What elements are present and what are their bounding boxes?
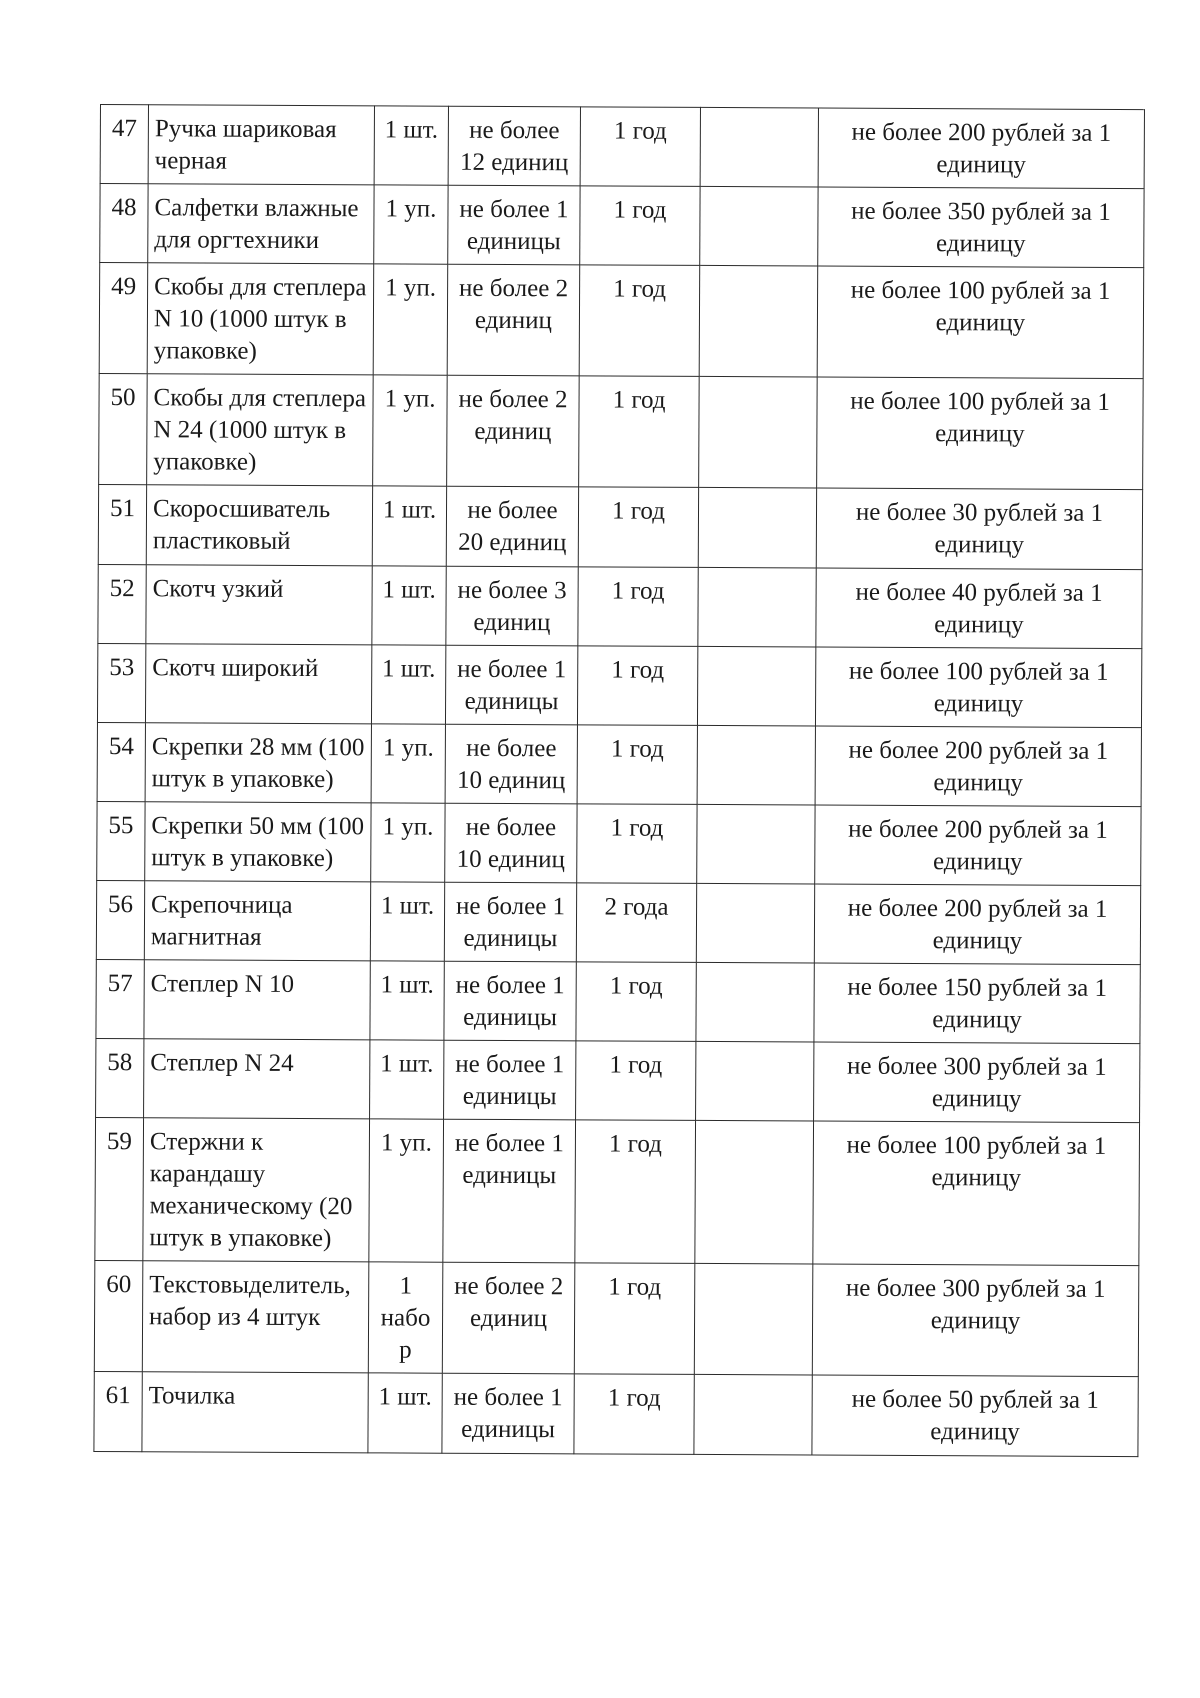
unit-cell <box>374 106 448 185</box>
unit: 1 уп. <box>384 385 436 413</box>
table-row <box>94 1371 1138 1456</box>
unit: 1 уп. <box>380 1129 432 1157</box>
unit: 1 шт. <box>382 655 436 683</box>
extra <box>705 576 810 577</box>
empty-cell <box>696 883 814 963</box>
unit-cell <box>371 803 445 882</box>
row-number-cell <box>98 564 146 643</box>
term: 1 год <box>608 1130 662 1158</box>
empty-cell <box>699 265 818 377</box>
empty-cell <box>694 1263 813 1375</box>
unit-cell <box>368 1262 443 1373</box>
term-cell <box>577 725 697 805</box>
price-cell <box>815 647 1141 728</box>
empty-cell <box>696 962 814 1042</box>
term-cell <box>577 646 697 726</box>
extra <box>702 1050 807 1051</box>
unit: 1 шт. <box>382 576 436 604</box>
term: 1 год <box>612 386 666 414</box>
term-cell <box>574 1263 695 1375</box>
quantity-cell <box>447 375 580 487</box>
unit: 1 шт. <box>382 496 437 524</box>
price: не более 300 рублей за 1 единицу <box>846 1052 1107 1113</box>
item-name-cell <box>144 1039 370 1119</box>
table-row <box>97 801 1141 885</box>
item-name-cell <box>145 644 371 724</box>
item-name: Скрепки 28 мм (100 штук в упаковке) <box>151 733 365 794</box>
unit: 1 шт. <box>378 1383 432 1411</box>
quantity-cell <box>446 566 578 646</box>
term-cell <box>578 487 698 568</box>
quantity-cell <box>445 724 577 804</box>
extra <box>704 813 809 814</box>
row-number-cell <box>96 1038 144 1117</box>
quantity-cell <box>447 264 580 376</box>
term-cell <box>576 1041 696 1121</box>
item-name-cell <box>142 1372 368 1453</box>
row-number: 61 <box>105 1382 131 1410</box>
unit: 1 шт. <box>380 1050 434 1078</box>
item-name-cell <box>147 374 374 486</box>
row-number: 51 <box>109 495 136 523</box>
term: 1 год <box>611 656 665 684</box>
term: 1 год <box>613 275 667 303</box>
unit: 1 шт. <box>384 116 439 144</box>
row-number: 58 <box>107 1049 133 1077</box>
extra <box>704 655 809 656</box>
empty-cell <box>697 725 815 805</box>
extra <box>703 971 808 972</box>
term-cell <box>576 962 696 1042</box>
price-cell <box>815 726 1141 807</box>
quantity-cell <box>446 486 578 567</box>
unit: 1 шт. <box>380 971 434 999</box>
quantity-cell <box>444 961 576 1041</box>
empty-cell <box>698 487 816 568</box>
quantity: не более 1 единицы <box>453 1383 563 1444</box>
price-cell <box>814 1042 1140 1123</box>
row-number-cell <box>96 880 144 959</box>
term: 1 год <box>611 577 665 605</box>
table-row <box>99 263 1144 379</box>
extra <box>701 1383 806 1384</box>
item-name: Стержни к карандашу механическому (20 штук в упаковке) <box>149 1128 353 1253</box>
empty-cell <box>700 186 818 266</box>
quantity-cell <box>445 645 577 725</box>
price-cell <box>816 488 1142 570</box>
row-number: 60 <box>106 1271 132 1299</box>
row-number-cell <box>97 801 145 880</box>
term: 1 год <box>611 497 666 525</box>
term: 1 год <box>610 814 664 842</box>
unit-cell <box>369 1119 444 1262</box>
empty-cell <box>700 107 818 187</box>
item-name: Скоросшиватель пластиковый <box>152 495 331 555</box>
unit: 1 шт. <box>380 892 435 920</box>
unit-cell <box>368 1373 442 1453</box>
unit: 1 уп. <box>385 274 437 302</box>
empty-cell <box>699 376 818 488</box>
unit-cell <box>370 882 444 961</box>
unit-cell <box>373 375 448 486</box>
quantity: не более 1 единицы <box>455 1050 565 1111</box>
term-cell <box>580 186 700 266</box>
unit-cell <box>374 185 448 264</box>
price-cell <box>812 1264 1139 1377</box>
price-cell <box>812 1375 1138 1457</box>
quantity: не более 2 единиц <box>459 274 569 335</box>
quantity: не более 1 единицы <box>457 655 567 716</box>
document-page <box>93 104 1144 1457</box>
empty-cell <box>694 1374 812 1455</box>
item-name-cell <box>148 105 374 185</box>
table-row <box>96 1038 1140 1122</box>
item-name: Скобы для степлера N 10 (1000 штук в упаковке) <box>153 273 367 365</box>
table-row <box>96 959 1140 1043</box>
term-cell <box>574 1374 694 1455</box>
row-number-cell <box>97 643 145 722</box>
item-name-cell <box>142 1261 369 1373</box>
term-cell <box>577 804 697 884</box>
term-cell <box>580 107 700 187</box>
row-number: 56 <box>108 891 134 919</box>
term-cell <box>579 376 700 488</box>
table-row <box>97 722 1141 806</box>
row-number: 55 <box>108 812 134 840</box>
unit-cell <box>373 264 448 375</box>
quantity: не более 1 единицы <box>454 1129 565 1190</box>
quantity: не более 1 единицы <box>455 971 565 1032</box>
extra <box>705 496 810 497</box>
empty-cell <box>698 567 816 647</box>
row-number-cell <box>96 959 144 1038</box>
row-number: 47 <box>111 115 137 143</box>
item-name-cell <box>147 263 374 375</box>
price-cell <box>814 963 1140 1044</box>
term: 1 год <box>613 196 667 224</box>
item-name-cell <box>145 723 371 803</box>
unit-cell <box>371 645 445 724</box>
price-cell <box>813 1121 1140 1266</box>
unit-cell <box>372 486 446 566</box>
supplies-table <box>93 104 1145 1457</box>
row-number-cell <box>95 1117 144 1260</box>
extra <box>702 1129 807 1130</box>
term: 1 год <box>610 735 664 763</box>
price: не более 100 рублей за 1 единицу <box>850 387 1110 448</box>
row-number: 49 <box>111 273 137 301</box>
item-name: Текстовыделитель, набор из 4 штук <box>149 1271 351 1332</box>
term-cell <box>578 567 698 647</box>
table-row <box>98 564 1142 648</box>
extra <box>704 734 809 735</box>
price-cell <box>818 187 1144 268</box>
row-number: 50 <box>110 384 136 412</box>
term-cell <box>576 883 696 963</box>
table-row <box>97 643 1141 727</box>
empty-cell <box>695 1120 814 1264</box>
table-row <box>100 184 1144 268</box>
price-cell <box>817 266 1144 379</box>
quantity-cell <box>444 1040 576 1120</box>
quantity: не более 12 единиц <box>460 116 569 177</box>
item-name-cell <box>144 881 370 961</box>
quantity: не более 2 единиц <box>458 385 568 446</box>
price: не более 100 рублей за 1 единицу <box>846 1131 1107 1192</box>
price: не более 300 рублей за 1 единицу <box>845 1274 1106 1335</box>
quantity: не более 2 единиц <box>454 1272 564 1333</box>
price: не более 100 рублей за 1 единицу <box>850 276 1111 337</box>
price-cell <box>818 108 1144 189</box>
quantity-cell <box>445 803 577 883</box>
quantity-cell <box>442 1373 574 1454</box>
unit-cell <box>371 724 445 803</box>
row-number: 57 <box>107 970 133 998</box>
row-number-cell <box>94 1371 142 1451</box>
table-row <box>99 373 1144 489</box>
item-name: Скрепки 50 мм (100 штук в упаковке) <box>151 812 365 873</box>
extra <box>706 274 811 275</box>
quantity: не более 20 единиц <box>458 496 567 557</box>
row-number-cell <box>100 105 148 184</box>
row-number: 53 <box>109 654 135 682</box>
quantity: не более 3 единиц <box>457 576 567 637</box>
term: 1 год <box>609 972 663 1000</box>
price: не более 350 рублей за 1 единицу <box>851 197 1111 258</box>
quantity: не более 10 единиц <box>456 813 566 874</box>
price-cell <box>814 884 1140 965</box>
term: 1 год <box>607 1384 661 1412</box>
row-number: 52 <box>109 575 135 603</box>
price: не более 150 рублей за 1 единицу <box>847 973 1108 1034</box>
extra <box>707 195 812 196</box>
term-cell <box>579 265 700 377</box>
item-name: Скотч узкий <box>152 575 284 603</box>
term: 1 год <box>608 1273 662 1301</box>
row-number: 48 <box>111 194 137 222</box>
unit: 1 набо р <box>380 1272 431 1364</box>
row-number: 54 <box>108 733 134 761</box>
quantity-cell <box>448 106 580 186</box>
extra <box>703 892 808 893</box>
unit-cell <box>372 566 446 645</box>
price: не более 100 рублей за 1 единицу <box>848 657 1109 718</box>
term-cell <box>575 1120 696 1264</box>
quantity: не более 10 единиц <box>456 734 566 795</box>
row-number-cell <box>99 373 148 484</box>
price: не более 200 рублей за 1 единицу <box>848 815 1108 876</box>
empty-cell <box>696 1041 814 1121</box>
table-row <box>96 880 1140 964</box>
price: не более 40 рублей за 1 единицу <box>855 578 1103 639</box>
item-name-cell <box>143 1118 370 1262</box>
quantity: не более 1 единицы <box>455 892 566 953</box>
table-row <box>98 484 1142 569</box>
empty-cell <box>697 804 815 884</box>
item-name: Точилка <box>148 1382 236 1410</box>
row-number-cell <box>94 1260 143 1371</box>
term: 1 год <box>613 117 667 145</box>
item-name: Ручка шариковая черная <box>154 115 337 175</box>
unit: 1 уп. <box>382 734 434 762</box>
item-name: Степлер N 10 <box>150 970 295 998</box>
unit-cell <box>370 961 444 1040</box>
quantity-cell <box>444 882 576 962</box>
price-cell <box>817 377 1144 490</box>
item-name-cell <box>144 960 370 1040</box>
empty-cell <box>697 646 815 726</box>
extra <box>707 116 812 117</box>
price: не более 30 рублей за 1 единицу <box>855 498 1104 559</box>
item-name: Скотч широкий <box>152 654 319 683</box>
row-number-cell <box>100 184 148 263</box>
price-cell <box>815 805 1141 886</box>
table-row <box>100 105 1144 189</box>
item-name-cell <box>145 802 371 882</box>
quantity-cell <box>443 1119 576 1263</box>
price: не более 200 рублей за 1 единицу <box>848 736 1109 797</box>
extra <box>701 1272 806 1273</box>
extra <box>706 385 811 386</box>
item-name-cell <box>146 565 372 645</box>
quantity-cell <box>442 1262 575 1374</box>
item-name: Салфетки влажные для оргтехники <box>154 194 359 255</box>
item-name: Степлер N 24 <box>150 1049 294 1077</box>
row-number-cell <box>98 484 146 564</box>
row-number-cell <box>99 263 148 374</box>
unit-cell <box>370 1040 444 1119</box>
term: 1 год <box>609 1051 663 1079</box>
table-row <box>95 1117 1140 1265</box>
price: не более 50 рублей за 1 единицу <box>851 1385 1099 1446</box>
price-cell <box>816 568 1142 649</box>
price: не более 200 рублей за 1 единицу <box>847 894 1108 955</box>
row-number: 59 <box>106 1128 132 1156</box>
table-row <box>94 1260 1139 1376</box>
quantity: не более 1 единицы <box>459 195 569 256</box>
item-name: Скрепочница магнитная <box>150 891 293 951</box>
term: 2 года <box>604 893 669 921</box>
quantity-cell <box>448 185 580 265</box>
price: не более 200 рублей за 1 единицу <box>851 118 1112 179</box>
row-number-cell <box>97 722 145 801</box>
item-name-cell <box>148 184 374 264</box>
item-name-cell <box>146 485 372 566</box>
unit: 1 уп. <box>382 813 434 841</box>
unit: 1 уп. <box>385 195 437 223</box>
item-name: Скобы для степлера N 24 (1000 штук в упаковке) <box>153 384 367 476</box>
